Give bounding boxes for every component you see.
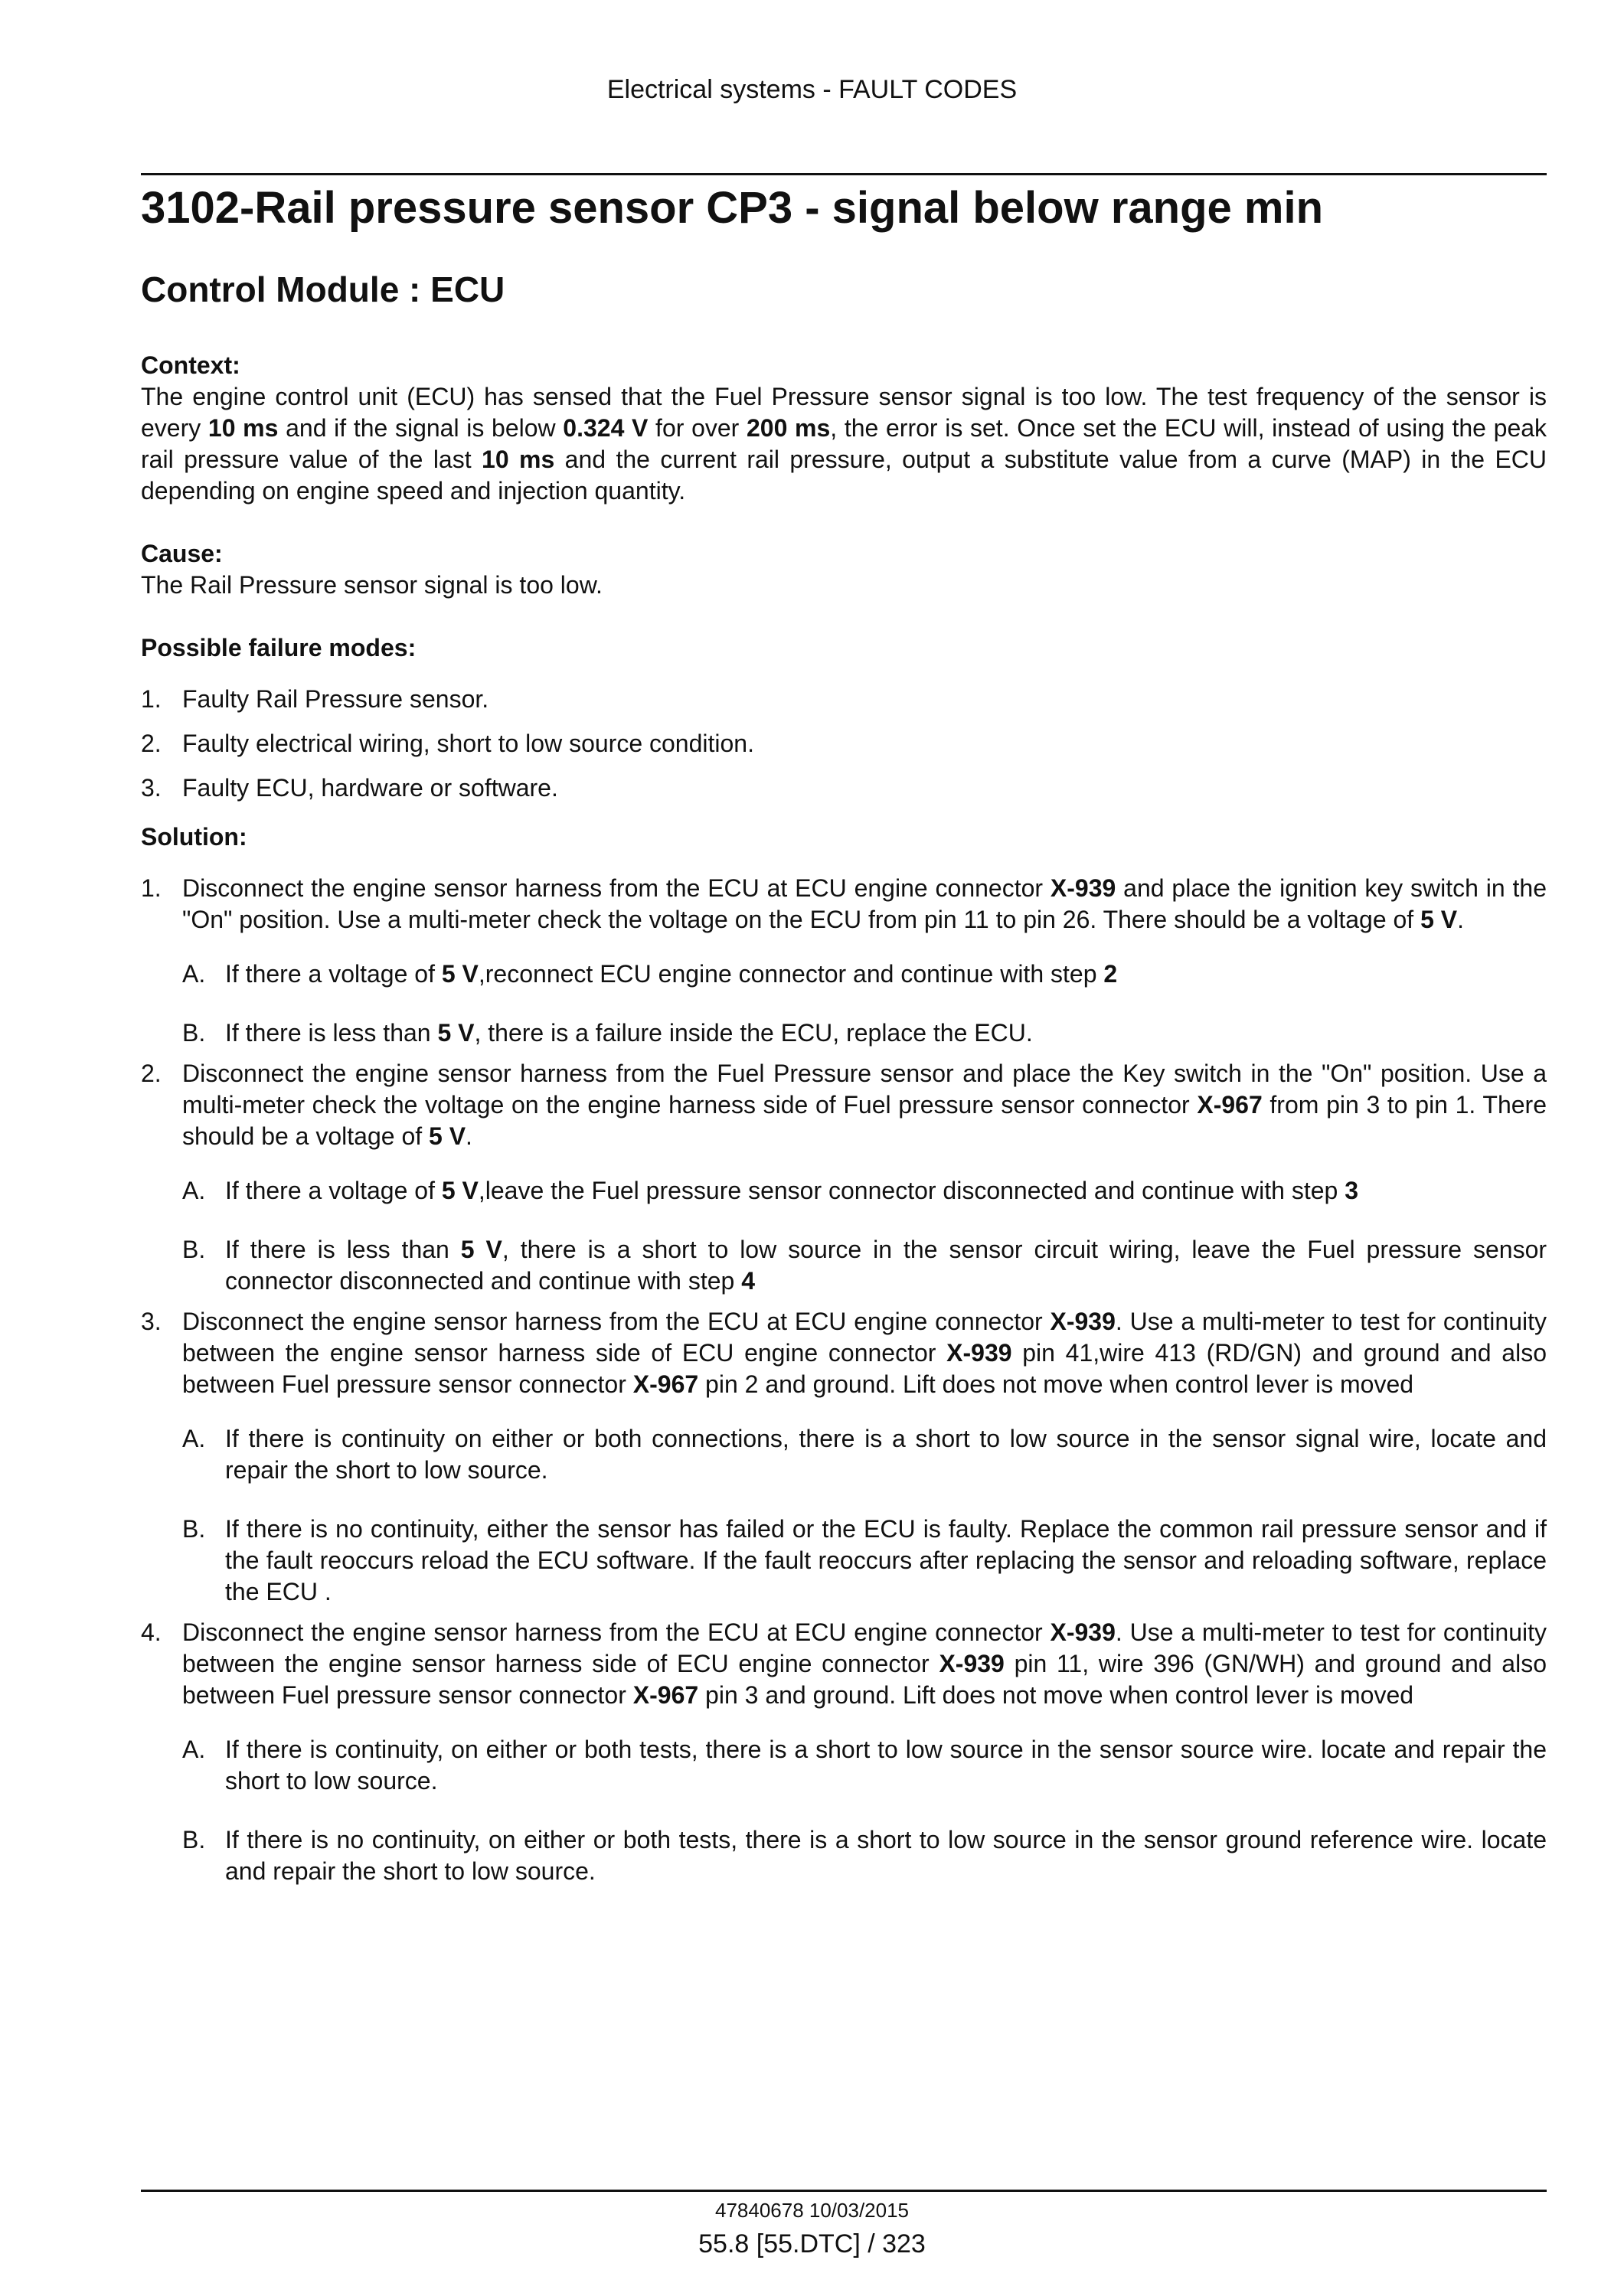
substep: B. If there is less than 5 V, there is a short to low source in the sensor circuit wiring, leave the Fuel pressure sensor connector disconnected and continue with step 4 bbox=[182, 1236, 1547, 1295]
failure-modes-list bbox=[141, 684, 1547, 804]
running-header: Electrical systems - FAULT CODES bbox=[606, 75, 1018, 104]
solution-step-4: 4. Disconnect the engine sensor harness from the ECU at ECU engine connector X-939. Use a multi-meter to test for continuity between the engine sensor harness side of ECU engine connector X-939 pin 11, wire 396 (GN/WH) and ground and also between Fuel pressure sensor connector X-967 pin 3 and ground. Lift does not move when control lever is moved A. If there is continuity, on either or both tests, there is a short to low source in the sensor source wire. locate and repair the short to low source. B. If there is no continuity, on either or both tests, there is a short to low source in the sensor ground reference wire. locate and repair the short to low source. bbox=[141, 1617, 1547, 1887]
cause-text: The Rail Pressure sensor signal is too low. bbox=[141, 571, 603, 599]
substep: B. If there is no continuity, either the sensor has failed or the ECU is faulty. Replace the common rail pressure sensor and if the fault reoccurs reload the ECU software. If the fault reoccurs after replacing the sensor and reloading software, replace the ECU . bbox=[182, 1515, 1547, 1605]
context-label: Context: bbox=[141, 351, 240, 379]
substep-list bbox=[182, 1734, 1547, 1887]
substep-list bbox=[182, 1175, 1547, 1297]
fault-code-title: 3102-Rail pressure sensor CP3 - signal below range min bbox=[141, 183, 1323, 233]
list-item: 3. Faulty ECU, hardware or software. bbox=[141, 774, 558, 802]
solution-step-1: 1. Disconnect the engine sensor harness from the ECU at ECU engine connector X-939 and place the ignition key switch in the "On" position. Use a multi-meter check the voltage on the ECU from pin 11 to pin 26. There should be a voltage of 5 V. A. If there a voltage of 5 V,reconnect ECU engine connector and continue with step 2 B. If there is less than 5 V, there is a failure inside the ECU, replace the ECU. bbox=[141, 873, 1547, 1049]
page-number: 55.8 [55.DTC] / 323 bbox=[698, 2229, 926, 2258]
cause-section bbox=[141, 537, 1547, 601]
substep-list bbox=[182, 959, 1547, 1049]
context-section bbox=[141, 349, 1547, 507]
context-text: The engine control unit (ECU) has sensed that the Fuel Pressure sensor signal is too low. The test frequency of the sensor is every 10 ms and if the signal is below 0.324 V for over 200 ms, the error is set. Once set the ECU will, instead of using the peak rail pressure value of the last 10 ms and the current rail pressure, output a substitute value from a curve (MAP) in the ECU depending on engine speed and injection quantity. bbox=[141, 383, 1547, 505]
substep: B. If there is no continuity, on either or both tests, there is a short to low source in the sensor ground reference wire. locate and repair the short to low source. bbox=[182, 1826, 1547, 1885]
control-module-heading: Control Module : ECU bbox=[141, 269, 505, 309]
header-rule bbox=[141, 173, 1547, 175]
cause-label: Cause: bbox=[141, 540, 223, 567]
solution-step-2: 2. Disconnect the engine sensor harness from the Fuel Pressure sensor and place the Key switch in the "On" position. Use a multi-meter check the voltage on the engine harness side of Fuel pressure sensor connector X-967 from pin 3 to pin 1. There should be a voltage of 5 V. A. If there a voltage of 5 V,leave the Fuel pressure sensor connector disconnected and continue with step 3 B. If there is less than 5 V, there is a short to low source in the sensor circuit wiring, leave the Fuel pressure sensor connector disconnected and continue with step 4 bbox=[141, 1058, 1547, 1297]
substep: A. If there is continuity on either or both connections, there is a short to low source in the sensor signal wire, locate and repair the short to low source. bbox=[182, 1425, 1547, 1484]
substep-list bbox=[182, 1423, 1547, 1608]
list-item: 2. Faulty electrical wiring, short to low source condition. bbox=[141, 730, 754, 757]
solution-label: Solution: bbox=[141, 823, 247, 851]
document-reference: 47840678 10/03/2015 bbox=[714, 2199, 910, 2222]
document-content bbox=[141, 178, 1547, 1896]
failure-modes-section bbox=[141, 632, 1547, 804]
substep: A. If there a voltage of 5 V,leave the Fuel pressure sensor connector disconnected and continue with step 3 bbox=[182, 1177, 1359, 1204]
substep: A. If there is continuity, on either or both tests, there is a short to low source in the sensor source wire. locate and repair the short to low source. bbox=[182, 1736, 1547, 1795]
substep: B. If there is less than 5 V, there is a failure inside the ECU, replace the ECU. bbox=[182, 1019, 1033, 1047]
failure-modes-label: Possible failure modes: bbox=[141, 634, 417, 661]
solution-steps bbox=[141, 873, 1547, 1887]
solution-section bbox=[141, 821, 1547, 1887]
footer-rule bbox=[141, 2190, 1547, 2192]
list-item: 1. Faulty Rail Pressure sensor. bbox=[141, 685, 489, 713]
substep: A. If there a voltage of 5 V,reconnect ECU engine connector and continue with step 2 bbox=[182, 960, 1118, 988]
solution-step-3: 3. Disconnect the engine sensor harness from the ECU at ECU engine connector X-939. Use a multi-meter to test for continuity between the engine sensor harness side of ECU engine connector X-939 pin 41,wire 413 (RD/GN) and ground and also between Fuel pressure sensor connector X-967 pin 2 and ground. Lift does not move when control lever is moved A. If there is continuity on either or both connections, there is a short to low source in the sensor signal wire, locate and repair the short to low source. B. If there is no continuity, either the sensor has failed or the ECU is faulty. Replace the common rail pressure sensor and if the fault reoccurs reload the ECU software. If the fault reoccurs after replacing the sensor and reloading software, replace the ECU . bbox=[141, 1306, 1547, 1608]
